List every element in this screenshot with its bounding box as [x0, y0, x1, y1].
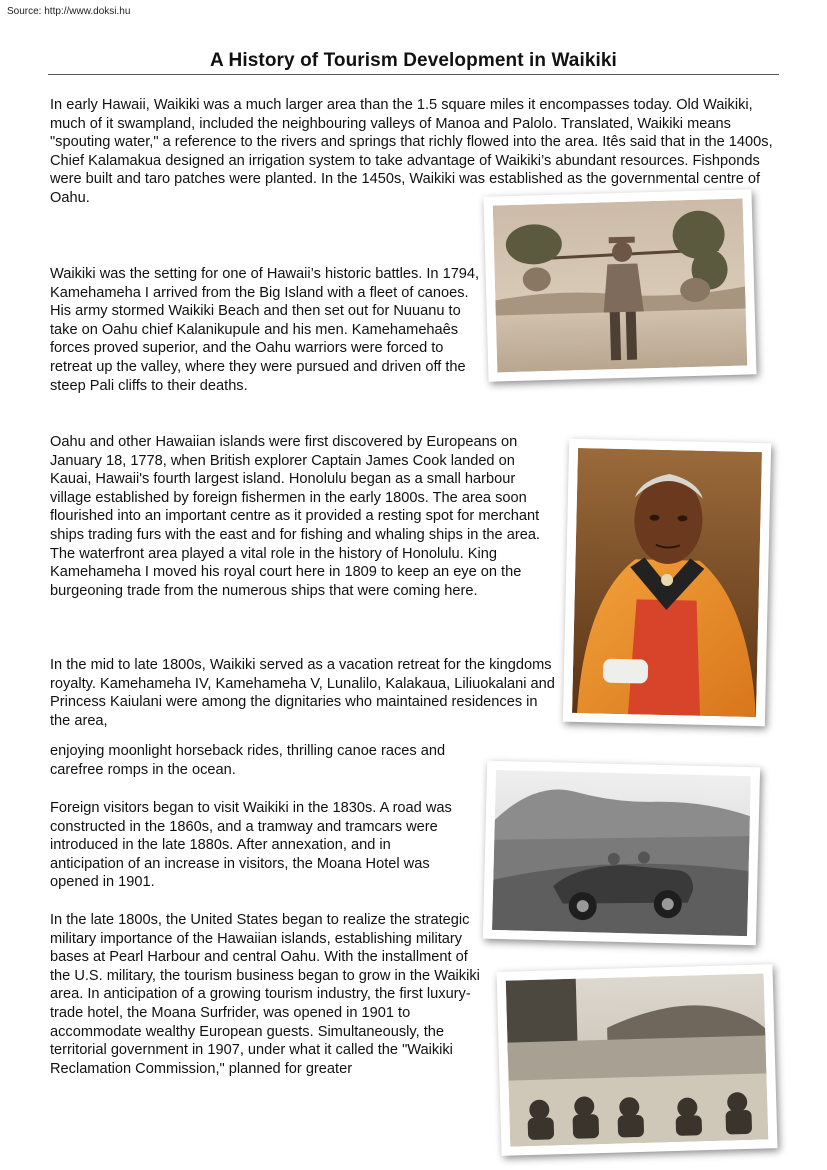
source-line: Source: http://www.doksi.hu [7, 6, 131, 17]
beach-bathers-photo [496, 964, 777, 1156]
page-title: A History of Tourism Development in Waikiki [210, 50, 617, 71]
paragraph-discovery: Oahu and other Hawaiian islands were first discovered by Europeans on January 18, 1778, when British explorer Captain James Cook landed on Kauai, Hawaii's fourth largest island. Honolulu began as a small harbour village established by foreign fishermen in the early 1800s. The area soon flourished into an important centre as it provided a resting spot for merchant ships trading furs with the east and for fishing and whaling ships in the area. The waterfront area played a vital role in the history of Honolulu. King Kamehameha I moved his royal court here in 1809 to keep an eye on the burgeoning trade from the numerous ships that were coming here. [50, 434, 540, 599]
paragraph-historic-battles: Waikiki was the setting for one of Hawaii’s historic battles. In 1794, Kamehameha I arrived from the Big Island with a fleet of canoes. His army stormed Waikiki Beach and then set out for Nuuanu to take on Oahu chief Kalanikupule and his men. Kamehamehaês forces proved superior, and the Oahu warriors were forced to retreat up the valley, where they were pursued and driven off the steep Pali cliffs to their deaths. [50, 266, 480, 394]
paragraph-military: In the late 1800s, the United States began to realize the strategic military importance of the Hawaiian islands, establishing military bases at Pearl Harbour and central Oahu. With the installment of the U.S. military, the tourism business began to grow in the Waikiki area. In anticipation of a growing tourism industry, the first luxury-trade hotel, the Moana Surfrider, was opened in 1901 to accommodate wealthy European guests. Simultaneously, the territorial government in 1907, under what it called the "Waikiki Reclamation Commission," planned for greater [50, 912, 480, 1077]
king-kamehameha-portrait-icon [572, 448, 762, 717]
paragraph-royalty: In the mid to late 1800s, Waikiki served as a vacation retreat for the kingdoms royalty. Kamehameha IV, Kamehameha V, Lunalilo, Kalakaua, Liliuokalani and Princess Kaiulani were among the dignitaries who maintained residences in the area, [50, 657, 555, 729]
taro-farmer-photo-icon [493, 199, 748, 373]
paragraph-foreign-visitors: Foreign visitors began to visit Waikiki in the 1830s. A road was constructed in the 1860s, and a tramway and tramcars were introduced in the late 1880s. After annexation, and in anticipation of an increase in visitors, the Moana Hotel was opened in 1901. [50, 800, 452, 891]
beach-bathers-photo-icon [506, 973, 769, 1146]
taro-farmer-photo [483, 189, 756, 381]
title-divider [48, 74, 779, 75]
paragraph-early-hawaii: In early Hawaii, Waikiki was a much larger area than the 1.5 square miles it encompasses today. Old Waikiki, much of it swampland, included the neighbouring valleys of Manoa and Palolo. Translated, Waikiki means "spouting water," a reference to the rivers and springs that richly flowed into the area. Itês said that in the 1400s, Chief Kalamakua designed an irrigation system to take advantage of Waikiki’s abundant resources. Fishponds were built and taro patches were planted. In the 1450s, Waikiki was established as the governmental centre of Oahu. [50, 97, 773, 206]
paragraph-moonlight: enjoying moonlight horseback rides, thrilling canoe races and carefree romps in the ocean. [50, 743, 446, 778]
vintage-car-diamond-head-photo-icon [492, 770, 751, 936]
vintage-car-photo [483, 761, 760, 946]
king-portrait-photo [563, 439, 771, 727]
